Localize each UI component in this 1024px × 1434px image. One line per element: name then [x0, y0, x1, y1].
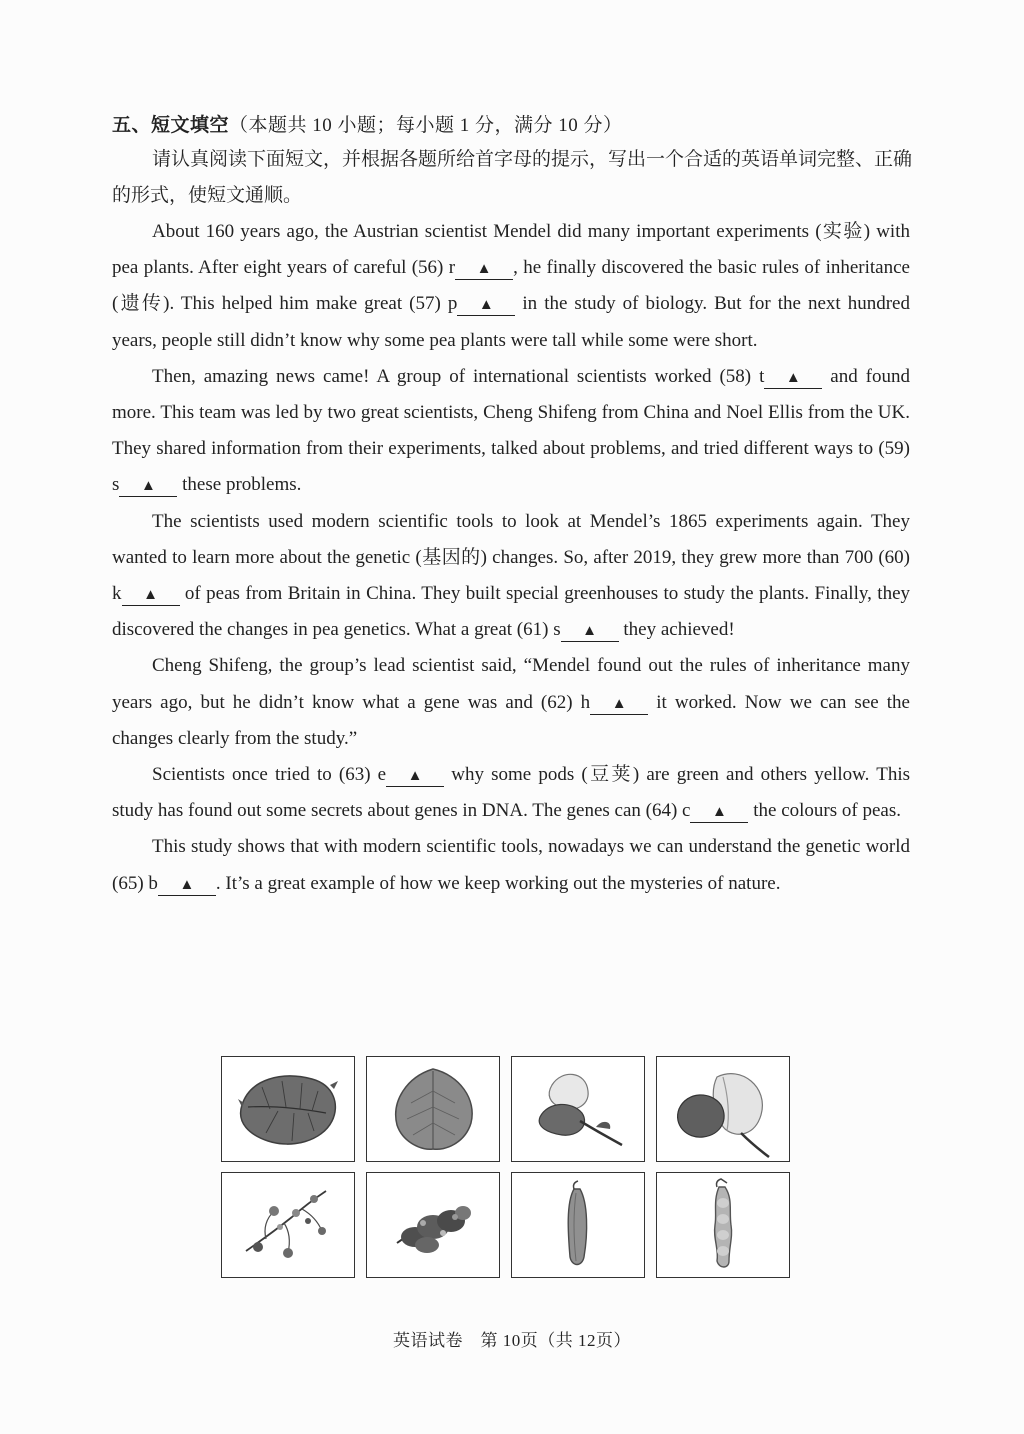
section-score-note: （本题共 10 小题；每小题 1 分，满分 10 分） [229, 115, 623, 136]
blank-61[interactable] [561, 620, 619, 642]
section-title: 五、短文填空 [112, 115, 230, 136]
blank-marker-icon: ▲ [407, 768, 423, 785]
section-heading [112, 110, 623, 137]
wrinkled-leaf-image [221, 1056, 355, 1162]
blank-marker-icon: ▲ [582, 623, 598, 640]
paragraph-4: Cheng Shifeng, the group’s lead scientist said, “Mendel found out the rules of inheritance many years ago, but he didn’t know what a gene was and (62) h ▲ it worked. Now we can see the changes clearly from the study.” [112, 655, 910, 749]
blank-marker-icon: ▲ [476, 261, 492, 278]
green-pod-image [511, 1172, 645, 1278]
blank-60[interactable] [122, 584, 180, 606]
blank-65[interactable] [158, 874, 216, 896]
blank-marker-icon: ▲ [140, 478, 156, 495]
blank-marker-icon: ▲ [712, 804, 727, 821]
page-footer: 英语试卷 第 10页（共 12页） [393, 1331, 631, 1350]
blank-56[interactable] [455, 258, 513, 280]
paragraph-5: Scientists once tried to (63) e ▲ why some pods (豆荚) are green and others yellow. This study has found out some secrets about genes in DNA. The genes can (64) c ▲ the colours of peas. [112, 764, 911, 822]
blank-marker-icon: ▲ [179, 876, 195, 893]
blank-marker-icon: ▲ [143, 587, 158, 604]
blank-63[interactable] [386, 765, 444, 787]
pea-image-grid [221, 1056, 791, 1280]
paragraph-1: About 160 years ago, the Austrian scientist Mendel did many important experiments (实验) with pea plants. After eight years of careful (56) r ▲ , he finally discovered the basic rules of inheritance (遗传). This helped him make great (57) p ▲ in the study of biology. But for the next hundred years, people still didn’t know why some pea plants were tall while some were short. [112, 221, 910, 351]
blank-marker-icon: ▲ [611, 695, 627, 712]
paragraph-3: The scientists used modern scientific tools to look at Mendel’s 1865 experiments again. They wanted to learn more about the genetic (基因的) changes. So, after 2019, they grew more than 700 (60) k ▲ of peas from Britain in China. They built special greenhouses to study the plants. Finally, they discovered the changes in pea genetics. What a great (61) s ▲ they achieved! [112, 510, 910, 641]
short-pea-plant-image [366, 1172, 500, 1278]
pea-flower-closeup-image [656, 1056, 790, 1162]
pea-flower-image [511, 1056, 645, 1162]
blank-58[interactable] [764, 367, 822, 389]
tall-pea-plant-image [221, 1172, 355, 1278]
blank-64[interactable] [690, 801, 748, 823]
blank-62[interactable] [590, 693, 648, 715]
cloze-passage [112, 214, 910, 902]
blank-marker-icon: ▲ [785, 369, 801, 386]
instructions: 请认真阅读下面短文，并根据各题所给首字母的提示，写出一个合适的英语单词完整、正确的形式，使短文通顺。 [112, 149, 913, 206]
blank-57[interactable] [457, 294, 515, 316]
paragraph-6: This study shows that with modern scientific tools, nowadays we can understand the genetic world (65) b ▲ . It’s a great example of how we keep working out the mysteries of nature. [112, 836, 910, 894]
smooth-leaf-image [366, 1056, 500, 1162]
yellow-pod-image [656, 1172, 790, 1278]
paragraph-2: Then, amazing news came! A group of international scientists worked (58) t ▲ and found more. This team was led by two great scientists, Cheng Shifeng from China and Noel Ellis from the UK. They shared information from their experiments, talked about problems, and tried different ways to (59) s ▲ these problems. [112, 365, 910, 496]
blank-59[interactable] [119, 475, 177, 497]
blank-marker-icon: ▲ [478, 297, 494, 314]
